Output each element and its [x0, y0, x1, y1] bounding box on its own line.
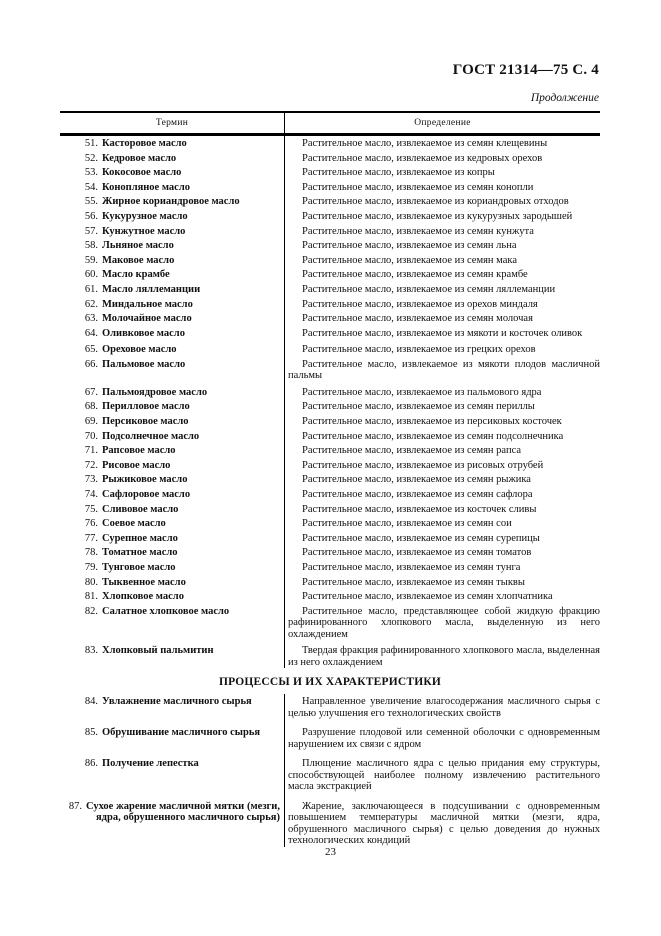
term-cell: [60, 209, 284, 224]
term-name: Хлопковое масло: [102, 591, 184, 603]
table-row: [60, 253, 600, 268]
term-number: 80.: [84, 576, 98, 588]
definition-cell: Растительное масло, представляющее собой жидкую фракцию рафинированного хлопкового масла, выделенную из него охлаждением: [288, 605, 600, 640]
definition-cell: Растительное масло, извлекаемое из мякоти плодов масличной пальмы: [288, 358, 600, 382]
term-cell: [60, 443, 284, 458]
page-number: 23: [325, 846, 336, 858]
term-name: Рисовое масло: [102, 459, 171, 471]
term-number: 69.: [84, 416, 98, 427]
definition-cell: Растительное масло, извлекаемое из семян сурепицы: [302, 532, 540, 544]
definition-cell: Плющение масличного ядра с целью придания ему структуры, способствующей наиболее полному извлечению растительного масла экстракцией: [288, 758, 600, 793]
term-cell: [60, 238, 284, 253]
definition-cell: Растительное масло, извлекаемое из кедровых орехов: [302, 152, 543, 164]
table-row: [60, 209, 600, 224]
table-row: [60, 342, 600, 357]
table-row: [60, 694, 600, 719]
table-row: [60, 297, 600, 312]
term-number: 65.: [84, 344, 98, 356]
table-row: [60, 399, 600, 414]
term-name: Тыквенное масло: [102, 576, 186, 588]
term-number: 51.: [84, 138, 98, 149]
term-name: Пальмоядровое масло: [102, 386, 208, 398]
term-cell: [60, 267, 284, 282]
term-cell: [60, 560, 284, 575]
term-name: Касторовое масло: [102, 138, 187, 149]
table-row: [60, 136, 600, 151]
term-cell: [60, 604, 284, 641]
term-name: Сухое жарение масличной мятки (мезги, ядра, обрушенного масличного сырья): [86, 800, 280, 824]
terms-table: [60, 111, 600, 853]
table-row: [60, 604, 600, 641]
term-name: Сурепное масло: [102, 532, 178, 544]
term-number: 71.: [84, 445, 98, 457]
table-row: [60, 443, 600, 458]
table-row: [60, 194, 600, 209]
table-row: [60, 385, 600, 400]
term-cell: [60, 799, 284, 847]
term-cell: [60, 180, 284, 195]
term-cell: [60, 311, 284, 326]
term-cell: [60, 575, 284, 590]
term-cell: [60, 472, 284, 487]
definition-cell: Растительное масло, извлекаемое из косточек сливы: [302, 503, 537, 515]
term-cell: [60, 194, 284, 209]
term-cell: [60, 414, 284, 429]
table-body: [60, 136, 600, 668]
definition-cell: Растительное масло, извлекаемое из орехов миндаля: [302, 298, 538, 310]
term-name: Сливовое масло: [102, 503, 179, 515]
table-row: [60, 326, 600, 340]
definition-cell: Растительное масло, извлекаемое из семян ляллеманции: [302, 283, 556, 295]
term-number: 66.: [84, 358, 98, 370]
term-number: 74.: [84, 488, 98, 500]
term-cell: [60, 165, 284, 180]
term-name: Тунговое масло: [102, 561, 176, 573]
definition-cell: Растительное масло, извлекаемое из семян рапса: [302, 445, 522, 457]
term-number: 53.: [84, 167, 98, 179]
term-cell: [60, 253, 284, 268]
definition-cell: Растительное масло, извлекаемое из семян подсолнечника: [302, 430, 564, 442]
term-name: Масло крамбе: [102, 269, 170, 281]
term-cell: [60, 756, 284, 793]
term-cell: [60, 545, 284, 560]
definition-cell: Жарение, заключающееся в подсушивании с одновременным повышением температуры масличной мятки (мезги, ядра, обрушенного масличного сырья) с целью доведения до нужных технологических кондиций: [288, 800, 600, 847]
term-cell: [60, 589, 284, 604]
column-header-term: Термин: [60, 113, 285, 133]
term-name: Льняное масло: [102, 240, 174, 252]
term-cell: [60, 297, 284, 312]
definition-cell: Растительное масло, извлекаемое из семян крамбе: [302, 269, 528, 281]
term-number: 58.: [84, 240, 98, 252]
term-number: 75.: [84, 503, 98, 515]
table-row: [60, 165, 600, 180]
term-number: 64.: [84, 327, 98, 339]
term-name: Получение лепестка: [102, 758, 199, 770]
table-row: [60, 282, 600, 297]
term-number: 72.: [84, 459, 98, 471]
term-number: 83.: [84, 645, 98, 657]
term-name: Соевое масло: [102, 518, 166, 530]
term-number: 55.: [84, 196, 98, 208]
continuation-label: Продолжение: [530, 92, 599, 104]
term-number: 61.: [84, 283, 98, 295]
term-name: Подсолнечное масло: [102, 430, 200, 442]
term-name: Оливковое масло: [102, 327, 185, 339]
term-cell: [60, 531, 284, 546]
term-number: 52.: [84, 152, 98, 164]
definition-cell: Растительное масло, извлекаемое из семян мака: [302, 254, 518, 266]
term-name: Перилловое масло: [102, 401, 190, 413]
term-cell: [60, 357, 284, 382]
term-name: Миндальное масло: [102, 298, 193, 310]
term-number: 85.: [84, 727, 98, 739]
definition-cell: Растительное масло, извлекаемое из семян томатов: [302, 547, 532, 559]
term-cell: [60, 643, 284, 668]
table-row: [60, 643, 600, 668]
term-number: 84.: [84, 696, 98, 708]
definition-cell: Твердая фракция рафинированного хлопкового масла, выделенная из него охлаждением: [288, 645, 600, 668]
term-name: Пальмовое масло: [102, 358, 186, 370]
table-row: [60, 429, 600, 444]
term-number: 86.: [84, 758, 98, 770]
table-row: [60, 725, 600, 750]
term-name: Салатное хлопковое масло: [102, 605, 230, 617]
term-cell: [60, 458, 284, 473]
term-name: Обрушивание масличного сырья: [102, 727, 261, 739]
definition-cell: Растительное масло, извлекаемое из семян клещевины: [302, 138, 548, 149]
table-header: [60, 111, 600, 136]
term-cell: [60, 342, 284, 357]
table-row: [60, 357, 600, 382]
term-cell: [60, 326, 284, 340]
table-row: [60, 224, 600, 239]
definition-cell: Растительное масло, извлекаемое из грецких орехов: [302, 344, 536, 356]
term-name: Молочайное масло: [102, 313, 192, 325]
table-row: [60, 589, 600, 604]
table-row: [60, 756, 600, 793]
document-code: ГОСТ 21314—75 С. 4: [452, 62, 599, 78]
term-number: 70.: [84, 430, 98, 442]
term-name: Сафлоровое масло: [102, 488, 191, 500]
term-number: 82.: [84, 605, 98, 617]
term-name: Кукурузное масло: [102, 210, 188, 222]
term-cell: [60, 224, 284, 239]
term-cell: [60, 516, 284, 531]
table-row: [60, 487, 600, 502]
table-row: [60, 799, 600, 847]
definition-cell: Растительное масло, извлекаемое из копры: [302, 167, 495, 179]
term-name: Кунжутное масло: [102, 225, 186, 237]
table-row: [60, 151, 600, 166]
definition-cell: Разрушение плодовой или семенной оболочки с одновременным нарушением их связи с ядром: [288, 727, 600, 750]
definition-cell: Растительное масло, извлекаемое из семян сои: [302, 518, 512, 530]
definition-cell: Растительное масло, извлекаемое из семян хлопчатника: [302, 591, 553, 603]
table-row: [60, 311, 600, 326]
definition-cell: Растительное масло, извлекаемое из семян тыквы: [302, 576, 525, 588]
term-number: 59.: [84, 254, 98, 266]
term-number: 54.: [84, 181, 98, 193]
table-row: [60, 238, 600, 253]
term-name: Кедровое масло: [102, 152, 177, 164]
table-row: [60, 560, 600, 575]
term-number: 63.: [84, 313, 98, 325]
term-name: Рыжиковое масло: [102, 474, 188, 486]
term-name: Томатное масло: [102, 547, 178, 559]
term-cell: [60, 282, 284, 297]
table-row: [60, 531, 600, 546]
definition-cell: Растительное масло, извлекаемое из семян рыжика: [302, 474, 531, 486]
definition-cell: Растительное масло, извлекаемое из кукурузных зародышей: [302, 210, 573, 222]
definition-cell: Растительное масло, извлекаемое из семян периллы: [302, 401, 535, 413]
term-cell: [60, 502, 284, 517]
term-cell: [60, 385, 284, 400]
term-name: Масло ляллеманции: [102, 283, 201, 295]
term-cell: [60, 429, 284, 444]
term-name: Увлажнение масличного сырья: [102, 696, 252, 708]
term-name: Жирное кориандровое масло: [102, 196, 240, 208]
term-cell: [60, 694, 284, 719]
table-row: [60, 180, 600, 195]
definition-cell: Растительное масло, извлекаемое из рисовых отрубей: [302, 459, 544, 471]
term-cell: [60, 725, 284, 750]
definition-cell: Растительное масло, извлекаемое из мякоти и косточек оливок: [302, 327, 583, 339]
term-cell: [60, 399, 284, 414]
definition-cell: Растительное масло, извлекаемое из семян сафлора: [302, 488, 533, 500]
definition-cell: Растительное масло, извлекаемое из персиковых косточек: [302, 416, 562, 427]
table-row: [60, 414, 600, 429]
term-cell: [60, 151, 284, 166]
term-number: 77.: [84, 532, 98, 544]
term-number: 67.: [84, 386, 98, 398]
term-number: 56.: [84, 210, 98, 222]
term-number: 73.: [84, 474, 98, 486]
term-number: 68.: [84, 401, 98, 413]
term-name: Персиковое масло: [102, 416, 189, 427]
definition-cell: Растительное масло, извлекаемое из пальмового ядра: [302, 386, 542, 398]
column-header-definition: Определение: [414, 118, 471, 128]
table-row: [60, 575, 600, 590]
table-row: [60, 267, 600, 282]
definition-cell: Растительное масло, извлекаемое из семян кунжута: [302, 225, 534, 237]
definition-cell: Направленное увеличение влагосодержания масличного сырья с целью улучшения его технологических свойств: [288, 696, 600, 719]
term-cell: [60, 487, 284, 502]
definition-cell: Растительное масло, извлекаемое из семян тунга: [302, 561, 521, 573]
definition-cell: Растительное масло, извлекаемое из семян молочая: [302, 313, 533, 325]
table-row: [60, 545, 600, 560]
table-row: [60, 458, 600, 473]
term-number: 79.: [84, 561, 98, 573]
term-name: Конопляное масло: [102, 181, 190, 193]
section-title: ПРОЦЕССЫ И ИХ ХАРАКТЕРИСТИКИ: [218, 676, 442, 689]
term-number: 57.: [84, 225, 98, 237]
term-name: Кокосовое масло: [102, 167, 182, 179]
term-number: 87.: [68, 800, 82, 812]
term-number: 81.: [84, 591, 98, 603]
table-row: [60, 516, 600, 531]
term-number: 60.: [84, 269, 98, 281]
table-row: [60, 472, 600, 487]
term-number: 76.: [84, 518, 98, 530]
term-number: 78.: [84, 547, 98, 559]
term-name: Ореховое масло: [102, 344, 177, 356]
term-name: Хлопковый пальмитин: [102, 645, 214, 657]
table-row: [60, 502, 600, 517]
definition-cell: Растительное масло, извлекаемое из семян льна: [302, 240, 517, 252]
term-name: Рапсовое масло: [102, 445, 176, 457]
term-number: 62.: [84, 298, 98, 310]
term-cell: [60, 136, 284, 151]
term-name: Маковое масло: [102, 254, 175, 266]
definition-cell: Растительное масло, извлекаемое из семян конопли: [302, 181, 534, 193]
section-table-body: [60, 694, 600, 847]
definition-cell: Растительное масло, извлекаемое из кориандровых отходов: [302, 196, 569, 208]
